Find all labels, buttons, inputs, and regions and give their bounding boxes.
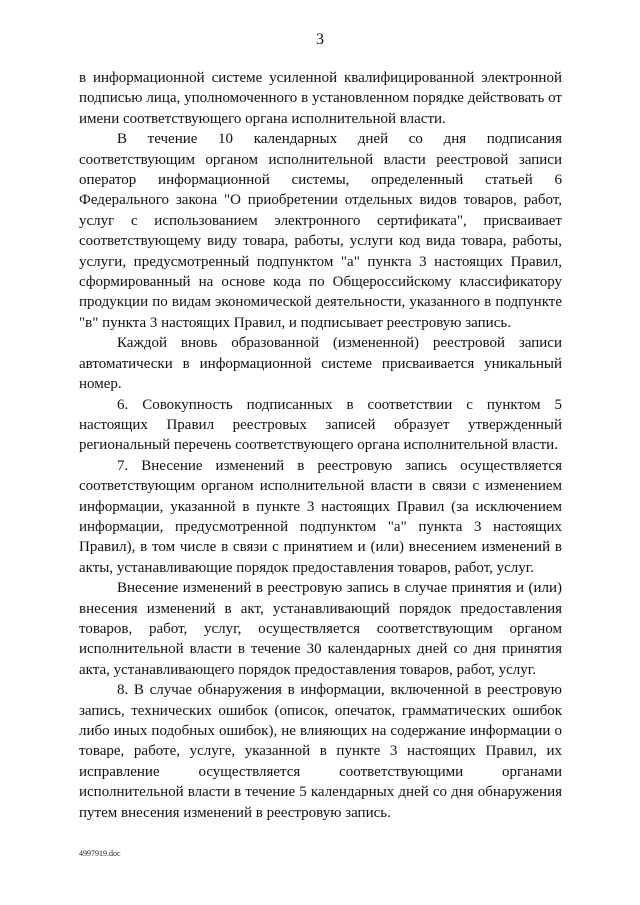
paragraph-item-6: 6. Совокупность подписанных в соответствии с пунктом 5 настоящих Правил реестровых записей образует утвержденный региональный перечень соответствующего органа исполнительной власти.	[79, 396, 562, 454]
page-number: 3	[316, 31, 324, 48]
paragraph-item-8: 8. В случае обнаружения в информации, включенной в реестровую запись, технических ошибок (описок, опечаток, грамматических ошибок либо иных подобных ошибок), не влияющих на содержание информации о товаре, работе, услуге, указанной в пункте 3 настоящих Правил, их исправление осуществляется соответствующими органами исполнительной власти в течение 5 календарных дней со дня обнаружения путем внесения изменений в реестровую запись.	[79, 682, 562, 821]
paragraph-item-7-deadline: Внесение изменений в реестровую запись в случае принятия и (или) внесения изменений в акт, устанавливающий порядок предоставления товаров, работ, услуг, осуществляется соответствующим органом исполнительной власти в течение 30 календарных дней со дня принятия акта, устанавливающего порядок предоставления товаров, работ, услуг.	[79, 580, 562, 678]
paragraph-continuation: в информационной системе усиленной квалифицированной электронной подписью лица, уполномоченного в установленном порядке действовать от имени соответствующего органа исполнительной власти.	[79, 70, 562, 127]
paragraph-code-assignment: В течение 10 календарных дней со дня подписания соответствующим органом исполнительной власти реестровой записи оператор информационной системы, определенный статьей 6 Федерального закона "О приобретении отдельных видов товаров, работ, услуг с использованием электронного сертификата", присваивает соответствующему виду товара, работы, услуги код вида товара, работы, услуги, предусмотренный подпунктом "а" пункта 3 настоящих Правил, сформированный на основе кода по Общероссийскому классификатору продукции по видам экономической деятельности, указанного в подпункте "в" пункта 3 настоящих Правил, и подписывает реестровую запись.	[79, 131, 562, 331]
document-file-code: 4997919.doc	[79, 849, 121, 858]
document-body	[79, 68, 562, 823]
paragraph-item-7: 7. Внесение изменений в реестровую запись осуществляется соответствующим органом исполнительной власти в связи с изменением информации, указанной в пункте 3 настоящих Правил (за исключением информации, предусмотренной подпунктом "а" пункта 3 настоящих Правил), в том числе в связи с принятием и (или) внесением изменений в акты, устанавливающие порядок предоставления товаров, работ, услуг.	[79, 457, 562, 576]
paragraph-unique-number: Каждой вновь образованной (измененной) реестровой записи автоматически в информационной системе присваивается уникальный номер.	[79, 335, 562, 393]
